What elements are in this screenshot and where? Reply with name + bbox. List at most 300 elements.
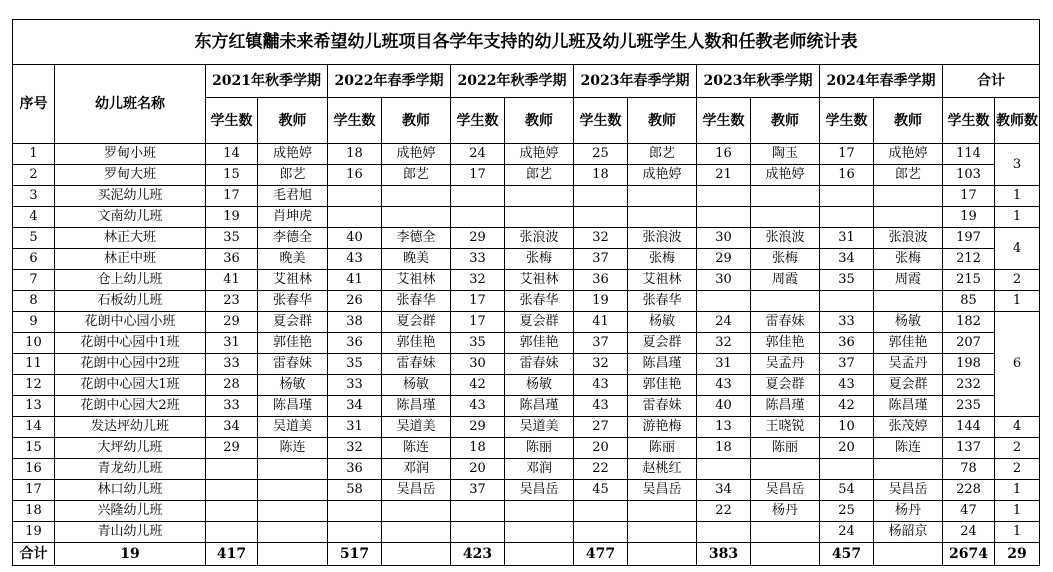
- table-row: [13, 186, 1040, 207]
- class-name: 罗甸大班: [55, 165, 206, 186]
- teacher-name: 陈丽: [751, 438, 820, 459]
- class-name: 花朗中心园大1班: [55, 375, 206, 396]
- teacher-name: 张浪波: [505, 228, 574, 249]
- student-count: 41: [206, 270, 258, 291]
- student-count: 41: [328, 270, 382, 291]
- student-count: 43: [697, 375, 751, 396]
- table-row: [13, 375, 1040, 396]
- teacher-count: 3: [995, 144, 1040, 186]
- row-seq: 17: [13, 480, 55, 501]
- teacher-name: [751, 207, 820, 228]
- student-count: 17: [451, 165, 505, 186]
- teacher-name: 张浪波: [628, 228, 697, 249]
- teacher-name: 周霞: [874, 270, 943, 291]
- row-student-total: 19: [943, 207, 995, 228]
- header-students: 学生数: [451, 98, 505, 144]
- teacher-count: 1: [995, 291, 1040, 312]
- student-count: 25: [820, 501, 874, 522]
- teacher-name: [874, 207, 943, 228]
- teacher-name: 杨敏: [874, 312, 943, 333]
- class-name: 青龙幼儿班: [55, 459, 206, 480]
- class-name: 大坪幼儿班: [55, 438, 206, 459]
- student-count: 31: [328, 417, 382, 438]
- row-student-total: 114: [943, 144, 995, 165]
- student-count: 35: [328, 354, 382, 375]
- student-count: 31: [206, 333, 258, 354]
- teacher-name: 郎艺: [874, 165, 943, 186]
- table-row: [13, 354, 1040, 375]
- class-name: 青山幼儿班: [55, 522, 206, 543]
- teacher-name: 杨敏: [382, 375, 451, 396]
- teacher-name: 艾祖林: [258, 270, 328, 291]
- row-student-total: 228: [943, 480, 995, 501]
- row-student-total: 198: [943, 354, 995, 375]
- row-seq: 15: [13, 438, 55, 459]
- row-seq: 14: [13, 417, 55, 438]
- row-seq: 6: [13, 249, 55, 270]
- teacher-name: [874, 186, 943, 207]
- teacher-name: [751, 291, 820, 312]
- class-name: 林口幼儿班: [55, 480, 206, 501]
- row-seq: 7: [13, 270, 55, 291]
- teacher-count: 4: [995, 228, 1040, 270]
- teacher-name: [628, 186, 697, 207]
- table-row: [13, 417, 1040, 438]
- teacher-name: 张春华: [258, 291, 328, 312]
- row-student-total: 47: [943, 501, 995, 522]
- table-row: [13, 438, 1040, 459]
- teacher-name: 吴孟丹: [874, 354, 943, 375]
- teacher-name: 郭佳艳: [382, 333, 451, 354]
- row-seq: 8: [13, 291, 55, 312]
- header-students: 学生数: [328, 98, 382, 144]
- teacher-name: 陈昌瑾: [258, 396, 328, 417]
- teacher-name: 吴昌岳: [382, 480, 451, 501]
- row-seq: 9: [13, 312, 55, 333]
- teacher-name: [874, 291, 943, 312]
- student-count: 17: [451, 312, 505, 333]
- student-count: [574, 207, 628, 228]
- teacher-name: 晚美: [382, 249, 451, 270]
- teacher-name: 杨韶京: [874, 522, 943, 543]
- teacher-name: [751, 186, 820, 207]
- header-total: 合计: [943, 65, 1040, 98]
- row-student-total: 85: [943, 291, 995, 312]
- teacher-name: 李德全: [258, 228, 328, 249]
- table-row: [13, 522, 1040, 543]
- student-count: [206, 459, 258, 480]
- class-name: 文南幼儿班: [55, 207, 206, 228]
- teacher-name: [382, 522, 451, 543]
- student-count: 45: [574, 480, 628, 501]
- row-seq: 12: [13, 375, 55, 396]
- student-count: 10: [820, 417, 874, 438]
- teacher-count: 1: [995, 207, 1040, 228]
- row-seq: 3: [13, 186, 55, 207]
- class-name: 仓上幼儿班: [55, 270, 206, 291]
- statistics-table: [12, 19, 1040, 566]
- student-count: 36: [820, 333, 874, 354]
- student-count: [328, 522, 382, 543]
- student-count: 17: [451, 291, 505, 312]
- teacher-name: [628, 522, 697, 543]
- row-seq: 11: [13, 354, 55, 375]
- teacher-name: 吴道美: [505, 417, 574, 438]
- teacher-name: 张浪波: [874, 228, 943, 249]
- student-count: 30: [697, 270, 751, 291]
- student-count: 43: [574, 396, 628, 417]
- student-count: 29: [206, 312, 258, 333]
- student-count: [697, 459, 751, 480]
- teacher-name: 陈昌瑾: [874, 396, 943, 417]
- table-row: [13, 291, 1040, 312]
- teacher-name: 雷春妹: [382, 354, 451, 375]
- class-name: 花朗中心园小班: [55, 312, 206, 333]
- student-count: 36: [574, 270, 628, 291]
- teacher-count: 1: [995, 480, 1040, 501]
- teacher-name: [258, 501, 328, 522]
- teacher-name: 雷春妹: [628, 396, 697, 417]
- student-count: 19: [574, 291, 628, 312]
- student-count: 19: [206, 207, 258, 228]
- student-count: 13: [697, 417, 751, 438]
- student-count: 16: [697, 144, 751, 165]
- student-count: 36: [206, 249, 258, 270]
- teacher-name: [751, 459, 820, 480]
- row-student-total: 197: [943, 228, 995, 249]
- student-count: [697, 186, 751, 207]
- term-total-teacher-blank: [874, 543, 943, 566]
- student-count: 18: [697, 438, 751, 459]
- student-count: 33: [206, 354, 258, 375]
- header-teacher: 教师: [382, 98, 451, 144]
- student-count: [820, 459, 874, 480]
- student-count: [451, 207, 505, 228]
- teacher-name: 成艳婷: [751, 165, 820, 186]
- student-count: 25: [574, 144, 628, 165]
- header-students: 学生数: [206, 98, 258, 144]
- teacher-name: 陈昌瑾: [382, 396, 451, 417]
- teacher-name: 陈连: [258, 438, 328, 459]
- teacher-name: 吴道美: [382, 417, 451, 438]
- student-count: 29: [451, 417, 505, 438]
- header-teacher: 教师: [628, 98, 697, 144]
- row-student-total: 212: [943, 249, 995, 270]
- class-name: 罗甸小班: [55, 144, 206, 165]
- teacher-name: 王晓锐: [751, 417, 820, 438]
- row-seq: 19: [13, 522, 55, 543]
- teacher-name: 杨敏: [628, 312, 697, 333]
- student-count: [451, 522, 505, 543]
- teacher-name: [628, 207, 697, 228]
- student-count: 36: [328, 333, 382, 354]
- student-count: [697, 522, 751, 543]
- student-count: [451, 501, 505, 522]
- teacher-name: 陈昌瑾: [628, 354, 697, 375]
- class-name: 花朗中心园大2班: [55, 396, 206, 417]
- student-count: 42: [820, 396, 874, 417]
- student-count: 58: [328, 480, 382, 501]
- student-count: 29: [451, 228, 505, 249]
- student-count: [574, 186, 628, 207]
- row-seq: 16: [13, 459, 55, 480]
- student-count: [820, 207, 874, 228]
- teacher-name: 肖坤虎: [258, 207, 328, 228]
- student-count: [206, 522, 258, 543]
- teacher-name: 陈连: [874, 438, 943, 459]
- student-count: [574, 501, 628, 522]
- header-students: 学生数: [697, 98, 751, 144]
- student-count: 24: [451, 144, 505, 165]
- teacher-name: [382, 207, 451, 228]
- student-count: 30: [451, 354, 505, 375]
- row-student-total: 232: [943, 375, 995, 396]
- student-count: 37: [574, 249, 628, 270]
- teacher-name: 陶玉: [751, 144, 820, 165]
- student-count: 22: [697, 501, 751, 522]
- teacher-name: 游艳梅: [628, 417, 697, 438]
- student-count: [451, 186, 505, 207]
- student-count: 40: [328, 228, 382, 249]
- teacher-name: 夏会群: [505, 312, 574, 333]
- row-student-total: 144: [943, 417, 995, 438]
- table-row: [13, 144, 1040, 165]
- teacher-name: [751, 522, 820, 543]
- teacher-name: 成艳婷: [258, 144, 328, 165]
- teacher-count: 2: [995, 459, 1040, 480]
- student-count: 16: [328, 165, 382, 186]
- student-count: 30: [697, 228, 751, 249]
- table-row: [13, 228, 1040, 249]
- row-student-total: 215: [943, 270, 995, 291]
- teacher-name: 郎艺: [628, 144, 697, 165]
- term-total-students: 517: [328, 543, 382, 566]
- term-total-students: 477: [574, 543, 628, 566]
- teacher-name: [258, 522, 328, 543]
- student-count: 15: [206, 165, 258, 186]
- teacher-name: 吴昌岳: [874, 480, 943, 501]
- teacher-name: 郭佳艳: [874, 333, 943, 354]
- teacher-name: 郎艺: [382, 165, 451, 186]
- header-teacher: 教师: [751, 98, 820, 144]
- row-student-total: 24: [943, 522, 995, 543]
- teacher-name: 艾祖林: [628, 270, 697, 291]
- teacher-name: 成艳婷: [505, 144, 574, 165]
- teacher-name: 陈昌瑾: [751, 396, 820, 417]
- header-teacher: 教师: [258, 98, 328, 144]
- teacher-name: 周霞: [751, 270, 820, 291]
- teacher-name: 夏会群: [751, 375, 820, 396]
- teacher-name: [258, 480, 328, 501]
- term-total-students: 423: [451, 543, 505, 566]
- row-student-total: 207: [943, 333, 995, 354]
- row-seq: 18: [13, 501, 55, 522]
- teacher-name: 陈丽: [628, 438, 697, 459]
- student-count: 37: [820, 354, 874, 375]
- teacher-name: 吴昌岳: [628, 480, 697, 501]
- teacher-count: 4: [995, 417, 1040, 438]
- term-total-teacher-blank: [628, 543, 697, 566]
- student-count: 38: [328, 312, 382, 333]
- student-count: 43: [820, 375, 874, 396]
- teacher-name: 晚美: [258, 249, 328, 270]
- teacher-name: 夏会群: [382, 312, 451, 333]
- student-count: 17: [206, 186, 258, 207]
- teacher-name: 吴道美: [258, 417, 328, 438]
- student-count: 18: [451, 438, 505, 459]
- student-count: 32: [697, 333, 751, 354]
- teacher-name: 张梅: [874, 249, 943, 270]
- table-row: [13, 501, 1040, 522]
- teacher-name: 杨敏: [505, 375, 574, 396]
- student-count: 33: [820, 312, 874, 333]
- student-count: [820, 291, 874, 312]
- teacher-name: 郎艺: [505, 165, 574, 186]
- teacher-name: [382, 501, 451, 522]
- teacher-name: 夏会群: [874, 375, 943, 396]
- teacher-name: 张春华: [505, 291, 574, 312]
- row-seq: 13: [13, 396, 55, 417]
- teacher-name: [505, 501, 574, 522]
- teacher-count: 1: [995, 186, 1040, 207]
- teacher-name: 邓润: [505, 459, 574, 480]
- teacher-name: 陈昌瑾: [505, 396, 574, 417]
- teacher-name: 郭佳艳: [505, 333, 574, 354]
- student-count: 36: [328, 459, 382, 480]
- teacher-name: 杨敏: [258, 375, 328, 396]
- student-count: [206, 501, 258, 522]
- student-count: 18: [328, 144, 382, 165]
- teacher-name: 成艳婷: [874, 144, 943, 165]
- teacher-name: 艾祖林: [382, 270, 451, 291]
- term-total-teacher-blank: [751, 543, 820, 566]
- class-name: 林正大班: [55, 228, 206, 249]
- student-count: 14: [206, 144, 258, 165]
- row-seq: 2: [13, 165, 55, 186]
- class-name: 石板幼儿班: [55, 291, 206, 312]
- student-count: 41: [574, 312, 628, 333]
- teacher-count: 6: [995, 312, 1040, 417]
- teacher-name: 陈连: [382, 438, 451, 459]
- teacher-name: 吴孟丹: [751, 354, 820, 375]
- header-term: 2023年秋季学期: [697, 65, 820, 98]
- student-count: 37: [574, 333, 628, 354]
- student-count: 22: [574, 459, 628, 480]
- term-total-teacher-blank: [258, 543, 328, 566]
- student-count: 33: [206, 396, 258, 417]
- row-student-total: 235: [943, 396, 995, 417]
- table-row: [13, 396, 1040, 417]
- student-count: 29: [697, 249, 751, 270]
- teacher-name: 张浪波: [751, 228, 820, 249]
- teacher-name: 成艳婷: [382, 144, 451, 165]
- teacher-name: 杨丹: [751, 501, 820, 522]
- student-count: 35: [820, 270, 874, 291]
- term-total-teacher-blank: [382, 543, 451, 566]
- teacher-name: 张春华: [628, 291, 697, 312]
- header-term: 2024年春季学期: [820, 65, 943, 98]
- class-name: 花朗中心园中1班: [55, 333, 206, 354]
- student-count: 21: [697, 165, 751, 186]
- teacher-name: 郭佳艳: [628, 375, 697, 396]
- table-row: [13, 249, 1040, 270]
- student-count: 32: [328, 438, 382, 459]
- student-count: 17: [820, 144, 874, 165]
- student-count: 20: [820, 438, 874, 459]
- teacher-name: [258, 459, 328, 480]
- header-students: 学生数: [943, 98, 995, 144]
- teacher-name: [505, 207, 574, 228]
- header-teacher: 教师: [505, 98, 574, 144]
- row-seq: 1: [13, 144, 55, 165]
- student-count: 16: [820, 165, 874, 186]
- student-count: [574, 522, 628, 543]
- teacher-name: 陈丽: [505, 438, 574, 459]
- teacher-name: 吴昌岳: [751, 480, 820, 501]
- class-name: 发达坪幼儿班: [55, 417, 206, 438]
- row-student-total: 78: [943, 459, 995, 480]
- grand-total-teachers: 29: [995, 543, 1040, 566]
- student-count: 31: [697, 354, 751, 375]
- header-class-name: 幼儿班名称: [55, 65, 206, 144]
- teacher-name: 夏会群: [628, 333, 697, 354]
- student-count: 20: [451, 459, 505, 480]
- teacher-name: 毛君旭: [258, 186, 328, 207]
- term-total-teacher-blank: [505, 543, 574, 566]
- student-count: 32: [574, 354, 628, 375]
- student-count: 23: [206, 291, 258, 312]
- row-seq: 5: [13, 228, 55, 249]
- table-row: [13, 207, 1040, 228]
- student-count: 43: [328, 249, 382, 270]
- student-count: 20: [574, 438, 628, 459]
- teacher-name: 艾祖林: [505, 270, 574, 291]
- teacher-name: 张春华: [382, 291, 451, 312]
- student-count: 34: [820, 249, 874, 270]
- student-count: 32: [451, 270, 505, 291]
- student-count: 35: [206, 228, 258, 249]
- student-count: 18: [574, 165, 628, 186]
- student-count: 37: [451, 480, 505, 501]
- row-student-total: 182: [943, 312, 995, 333]
- student-count: 34: [206, 417, 258, 438]
- class-name: 兴隆幼儿班: [55, 501, 206, 522]
- header-term: 2022年秋季学期: [451, 65, 574, 98]
- teacher-name: [628, 501, 697, 522]
- student-count: [328, 186, 382, 207]
- student-count: 24: [820, 522, 874, 543]
- teacher-name: 夏会群: [258, 312, 328, 333]
- teacher-name: 雷春妹: [258, 354, 328, 375]
- teacher-count: 2: [995, 438, 1040, 459]
- grand-total-students: 2674: [943, 543, 995, 566]
- student-count: 43: [574, 375, 628, 396]
- term-total-students: 417: [206, 543, 258, 566]
- student-count: [328, 501, 382, 522]
- teacher-name: 郎艺: [258, 165, 328, 186]
- student-count: 33: [451, 249, 505, 270]
- student-count: 34: [697, 480, 751, 501]
- table-title: 东方红镇黼未来希望幼儿班项目各学年支持的幼儿班及幼儿班学生人数和任教老师统计表: [13, 20, 1040, 65]
- teacher-name: 成艳婷: [628, 165, 697, 186]
- student-count: [820, 186, 874, 207]
- total-label: 合计: [13, 543, 55, 566]
- teacher-name: 李德全: [382, 228, 451, 249]
- student-count: 26: [328, 291, 382, 312]
- teacher-name: 雷春妹: [751, 312, 820, 333]
- teacher-count: 2: [995, 270, 1040, 291]
- row-student-total: 137: [943, 438, 995, 459]
